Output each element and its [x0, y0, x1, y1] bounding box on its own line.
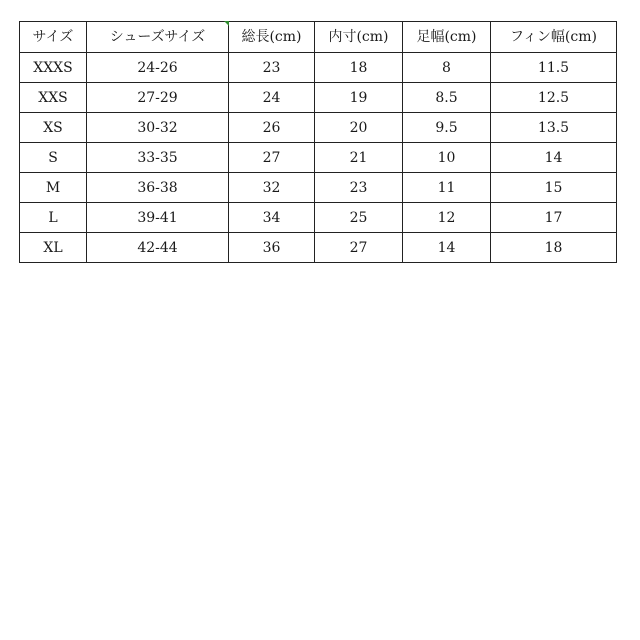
cell-corner-marker-icon	[224, 21, 229, 26]
cell-size: XS	[20, 113, 87, 143]
cell-fin-width: 18	[491, 233, 617, 263]
cell-shoe-size: 39-41	[87, 203, 229, 233]
cell-shoe-size: 24-26	[87, 53, 229, 83]
cell-size: XL	[20, 233, 87, 263]
cell-foot-width: 11	[403, 173, 491, 203]
table-row	[20, 203, 617, 233]
header-row	[20, 22, 617, 53]
cell-fin-width: 13.5	[491, 113, 617, 143]
cell-foot-width: 14	[403, 233, 491, 263]
header-fin-width: フィン幅(cm)	[491, 22, 617, 53]
table-row	[20, 53, 617, 83]
header-foot-width: 足幅(cm)	[403, 22, 491, 53]
cell-inner-length: 21	[315, 143, 403, 173]
cell-total-length: 23	[229, 53, 315, 83]
cell-inner-length: 18	[315, 53, 403, 83]
table-row	[20, 143, 617, 173]
cell-fin-width: 15	[491, 173, 617, 203]
table-row	[20, 233, 617, 263]
table-row	[20, 83, 617, 113]
cell-size: M	[20, 173, 87, 203]
table-row	[20, 113, 617, 143]
cell-total-length: 34	[229, 203, 315, 233]
header-shoe-size	[87, 22, 229, 53]
table-body	[20, 53, 617, 263]
cell-shoe-size: 33-35	[87, 143, 229, 173]
cell-size: L	[20, 203, 87, 233]
cell-inner-length: 23	[315, 173, 403, 203]
header-size: サイズ	[20, 22, 87, 53]
cell-shoe-size: 27-29	[87, 83, 229, 113]
header-total-length: 総長(cm)	[229, 22, 315, 53]
cell-fin-width: 11.5	[491, 53, 617, 83]
cell-total-length: 24	[229, 83, 315, 113]
table-row	[20, 173, 617, 203]
cell-size: XXS	[20, 83, 87, 113]
cell-fin-width: 17	[491, 203, 617, 233]
cell-shoe-size: 30-32	[87, 113, 229, 143]
cell-total-length: 27	[229, 143, 315, 173]
cell-total-length: 36	[229, 233, 315, 263]
cell-foot-width: 12	[403, 203, 491, 233]
header-shoe-size-label: シューズサイズ	[109, 29, 206, 45]
cell-shoe-size: 42-44	[87, 233, 229, 263]
cell-inner-length: 20	[315, 113, 403, 143]
header-inner-length: 内寸(cm)	[315, 22, 403, 53]
cell-fin-width: 12.5	[491, 83, 617, 113]
cell-size: S	[20, 143, 87, 173]
cell-foot-width: 8	[403, 53, 491, 83]
cell-fin-width: 14	[491, 143, 617, 173]
cell-total-length: 26	[229, 113, 315, 143]
cell-inner-length: 27	[315, 233, 403, 263]
cell-inner-length: 25	[315, 203, 403, 233]
size-chart-table	[19, 21, 617, 263]
cell-foot-width: 10	[403, 143, 491, 173]
cell-shoe-size: 36-38	[87, 173, 229, 203]
cell-total-length: 32	[229, 173, 315, 203]
cell-foot-width: 9.5	[403, 113, 491, 143]
cell-size: XXXS	[20, 53, 87, 83]
cell-foot-width: 8.5	[403, 83, 491, 113]
cell-inner-length: 19	[315, 83, 403, 113]
